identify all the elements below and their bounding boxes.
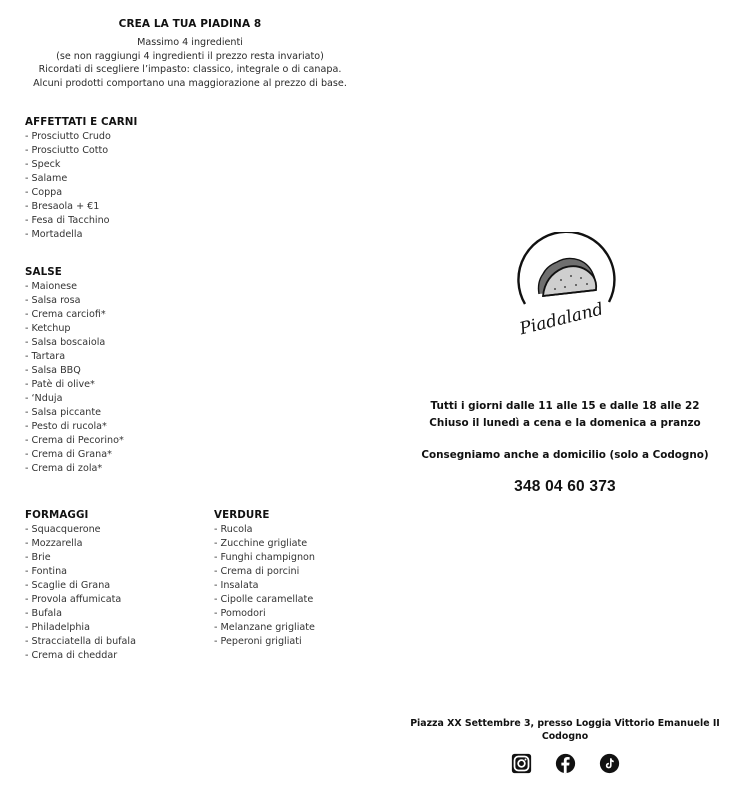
address-block bbox=[400, 717, 730, 743]
section-affettati bbox=[25, 116, 137, 242]
rule-surcharge-note: Alcuni prodotti comportano una maggiorazione al prezzo di base. bbox=[33, 78, 347, 90]
menu-header bbox=[0, 18, 380, 91]
list-item: - Bresaola + €1 bbox=[25, 201, 100, 212]
social-links bbox=[511, 753, 620, 774]
instagram-icon[interactable] bbox=[511, 753, 532, 774]
taco-icon bbox=[513, 232, 617, 336]
list-item: - Bufala bbox=[25, 608, 62, 619]
info-block bbox=[400, 398, 730, 496]
list-item: - Prosciutto Crudo bbox=[25, 131, 111, 142]
list-item: - Salsa boscaiola bbox=[25, 337, 106, 348]
list-item: - Brie bbox=[25, 552, 51, 563]
list-item: - Zucchine grigliate bbox=[214, 538, 308, 549]
delivery-note: Consegniamo anche a domicilio (solo a Codogno) bbox=[421, 449, 709, 461]
list-item: - Squacquerone bbox=[25, 524, 101, 535]
list-item: - Salsa piccante bbox=[25, 407, 102, 418]
list-item: - Cipolle caramellate bbox=[214, 594, 314, 605]
rule-max-ingredients: Massimo 4 ingredienti bbox=[137, 37, 243, 48]
list-item: - Fontina bbox=[25, 566, 68, 577]
list-item: - Mortadella bbox=[25, 229, 83, 240]
list-item: - Peperoni grigliati bbox=[214, 636, 302, 647]
opening-hours: Tutti i giorni dalle 11 alle 15 e dalle 18 alle 22 bbox=[430, 400, 700, 412]
list-item: - Crema di Pecorino* bbox=[25, 435, 124, 446]
list-item: - Speck bbox=[25, 159, 61, 170]
list-item: - Stracciatella di bufala bbox=[25, 636, 136, 647]
list-item: - ‘Nduja bbox=[25, 393, 63, 404]
closing-days: Chiuso il lunedì a cena e la domenica a pranzo bbox=[429, 416, 701, 429]
section-heading: SALSE bbox=[25, 266, 62, 278]
address-street: Piazza XX Settembre 3, presso Loggia Vittorio Emanuele II bbox=[410, 718, 720, 729]
list-item: - Rucola bbox=[214, 524, 253, 535]
list-item: - Scaglie di Grana bbox=[25, 580, 111, 591]
section-heading: VERDURE bbox=[214, 509, 270, 521]
list-item: - Salsa BBQ bbox=[25, 365, 81, 376]
list-item: - Mozzarella bbox=[25, 538, 83, 549]
list-item: - Coppa bbox=[25, 187, 63, 198]
section-formaggi bbox=[25, 509, 136, 663]
section-heading: AFFETTATI E CARNI bbox=[25, 116, 138, 128]
list-item: - Ketchup bbox=[25, 323, 71, 334]
list-item: - Pesto di rucola* bbox=[25, 421, 107, 432]
list-item: - Melanzane grigliate bbox=[214, 622, 315, 633]
list-item: - Crema di Grana* bbox=[25, 449, 112, 460]
rule-price-note: (se non raggiungi 4 ingredienti il prezzo resta invariato) bbox=[56, 50, 324, 62]
list-item: - Crema di zola* bbox=[25, 463, 103, 474]
phone-number[interactable]: 348 04 60 373 bbox=[514, 477, 616, 495]
list-item: - Crema di cheddar bbox=[25, 650, 118, 661]
tiktok-icon[interactable] bbox=[599, 753, 620, 774]
list-item: - Insalata bbox=[214, 580, 259, 591]
list-item: - Crema di porcini bbox=[214, 566, 300, 577]
list-item: - Pomodori bbox=[214, 608, 266, 619]
page-title: CREA LA TUA PIADINA 8 bbox=[118, 18, 262, 30]
list-item: - Provola affumicata bbox=[25, 594, 122, 605]
list-item: - Philadelphia bbox=[25, 622, 90, 633]
list-item: - Prosciutto Cotto bbox=[25, 145, 109, 156]
list-item: - Patè di olive* bbox=[25, 379, 95, 390]
piadaland-logo bbox=[513, 232, 617, 336]
list-item: - Funghi champignon bbox=[214, 552, 316, 563]
facebook-icon[interactable] bbox=[555, 753, 576, 774]
list-item: - Fesa di Tacchino bbox=[25, 215, 110, 226]
list-item: - Tartara bbox=[25, 351, 66, 362]
address-city: Codogno bbox=[541, 731, 589, 742]
list-item: - Crema carciofi* bbox=[25, 309, 106, 320]
section-salse bbox=[25, 266, 124, 476]
section-verdure bbox=[214, 509, 315, 649]
list-item: - Salame bbox=[25, 173, 68, 184]
rule-dough-choice: Ricordati di scegliere l’impasto: classico, integrale o di canapa. bbox=[38, 64, 342, 76]
list-item: - Salsa rosa bbox=[25, 295, 81, 306]
section-heading: FORMAGGI bbox=[25, 509, 89, 521]
logo-text: Piadaland bbox=[517, 299, 606, 336]
list-item: - Maionese bbox=[25, 281, 78, 292]
